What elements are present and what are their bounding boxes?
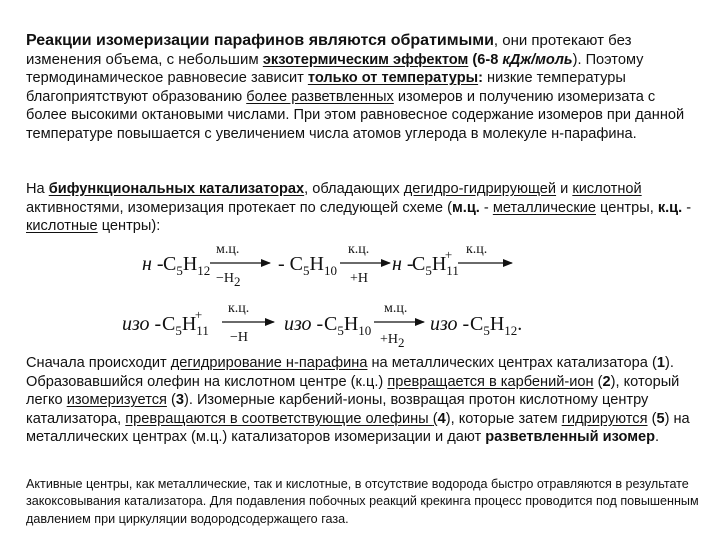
metallic: металлические <box>492 199 596 216</box>
sentence-2-colon: : <box>478 70 483 87</box>
species-n-pentane: $C_5H_{12}$ <box>163 253 211 278</box>
species-iso-pentane: $C_5H_{12}$. <box>470 313 523 338</box>
acidic-2: кислотные <box>26 218 98 235</box>
converted-to-olefins: превращаются в соответствующие олефины <box>125 410 433 427</box>
paragraph-active-centers: Активные центры, как металлические, так и кислотные, в отсутствие водорода быстро отравляются в результате закоксовывания катализатора. Для подавления побочных реакций крекинга процесс проводится под повышенным давлением при циркуляции водородсодержащего газа. <box>26 477 699 526</box>
arrow-5-top-label: м.ц. <box>384 301 408 316</box>
sentence-3-pre: низкие температуры благоприятствуют образованию <box>26 70 626 105</box>
more-branched: более разветвленных <box>246 88 394 105</box>
arrow-3-top-label: к.ц. <box>466 242 488 257</box>
p2-t1: , обладающих <box>304 181 404 197</box>
arrow-2-bottom-label: +H <box>350 271 369 286</box>
arrow-5-bottom-label: +H2 <box>380 332 405 350</box>
n-prefix-1: н - <box>142 253 164 275</box>
izo-prefix-2: изо - <box>284 313 324 335</box>
arrow-4-bottom-label: −H <box>230 330 249 345</box>
p3-t9: ), которые затем <box>445 410 562 427</box>
p2-t5: центры, <box>596 199 658 216</box>
species-n-pentene: - $C_5H_{10}$ <box>278 253 337 278</box>
p2-t4: - <box>479 199 493 216</box>
p3-t8: ( <box>432 410 438 427</box>
acidic: кислотной <box>572 181 642 197</box>
step-1: 1 <box>656 355 665 371</box>
izo-prefix-3: изо - <box>430 313 470 335</box>
converts-to-carbenium: превращается в карбений-ион <box>387 373 594 390</box>
only-temperature: только от температуры <box>307 70 479 87</box>
isomerizes: изомеризуется <box>66 392 167 409</box>
n-prefix-2: н - <box>392 253 414 275</box>
p2-t3: активностями, изомеризация протекает по следующей схеме ( <box>26 199 452 216</box>
paragraph-mechanism <box>26 354 698 447</box>
p2-pre: На <box>26 181 49 197</box>
arrow-4-top-label: к.ц. <box>228 301 250 316</box>
species-n-carbenium: $C_5H_{11}+$ <box>412 247 459 278</box>
bifunctional-catalysts: бифункциональных катализаторах <box>48 181 305 197</box>
exo-value-pre: (6-8 <box>468 51 503 68</box>
p3-t11: ) на металлических центрах (м.ц.) катализаторов изомеризации и дают <box>26 410 690 446</box>
p3-t2: на металлических центрах катализатора ( <box>367 355 657 371</box>
lead-statement: Реакции изомеризации парафинов являются обратимыми <box>26 32 494 49</box>
kc-abbrev: к.ц. <box>657 199 683 216</box>
p2-t6: - <box>682 199 692 216</box>
step-4: 4 <box>437 410 446 427</box>
exo-unit: кДж/моль <box>502 51 573 68</box>
paragraph-bifunctional <box>26 180 698 236</box>
mc-abbrev: м.ц. <box>451 199 480 216</box>
scheme-row-2 <box>122 301 522 350</box>
step-5: 5 <box>656 410 665 427</box>
step-2: 2 <box>602 373 611 390</box>
arrow-1-bottom-label: −H2 <box>216 271 241 289</box>
species-iso-pentene: $C_5H_{10}$ <box>324 313 372 338</box>
p3-t6: ( <box>166 392 176 409</box>
dehydrogenation: дегидрирование н-парафина <box>170 355 368 371</box>
dehydro-hydrogenating: дегидро-гидрирующей <box>403 181 557 197</box>
arrow-2-top-label: к.ц. <box>348 242 370 257</box>
p3-t5: ), который легко <box>26 373 680 409</box>
p3-t3: ). Образовавшийся олефин на кислотном центре (к.ц.) <box>26 355 674 390</box>
p3-t7: ). Изомерные карбений-ионы, возвращая протон кислотному центру катализатора, <box>26 392 649 427</box>
hydrogenated: гидрируются <box>561 410 648 427</box>
sentence-3-post: изомеров и получению изомеризата с более высокими октановыми числами. При этом равновесное содержание изомеров при данной температуре повышается с увеличением числа атомов углерода в молекуле н-парафина. <box>26 88 685 142</box>
exo-value-post: ). <box>572 51 582 68</box>
p3-t1: Сначала происходит <box>26 355 171 371</box>
izo-prefix-1: изо - <box>122 313 162 335</box>
p2-t7: центры): <box>97 218 161 235</box>
reaction-scheme <box>0 240 720 352</box>
p3-t10: ( <box>647 410 657 427</box>
sentence-2-pre: Поэтому термодинамическое равновесие зависит <box>26 51 644 87</box>
branched-isomer: разветвленный изомер <box>485 429 656 446</box>
paragraph-equilibrium <box>26 32 698 144</box>
lead-rest: , они протекают без изменения объема, с небольшим <box>26 32 632 68</box>
exothermic-effect: экзотермическим эффектом <box>262 51 469 68</box>
arrow-1-top-label: м.ц. <box>216 242 240 257</box>
species-iso-carbenium: $C_5H_{11}+$ <box>162 307 209 338</box>
p3-t12: . <box>655 429 660 446</box>
p3-t4: ( <box>593 373 603 390</box>
scheme-row-1 <box>142 242 512 289</box>
step-3: 3 <box>175 392 184 409</box>
p2-t2: и <box>556 181 573 197</box>
